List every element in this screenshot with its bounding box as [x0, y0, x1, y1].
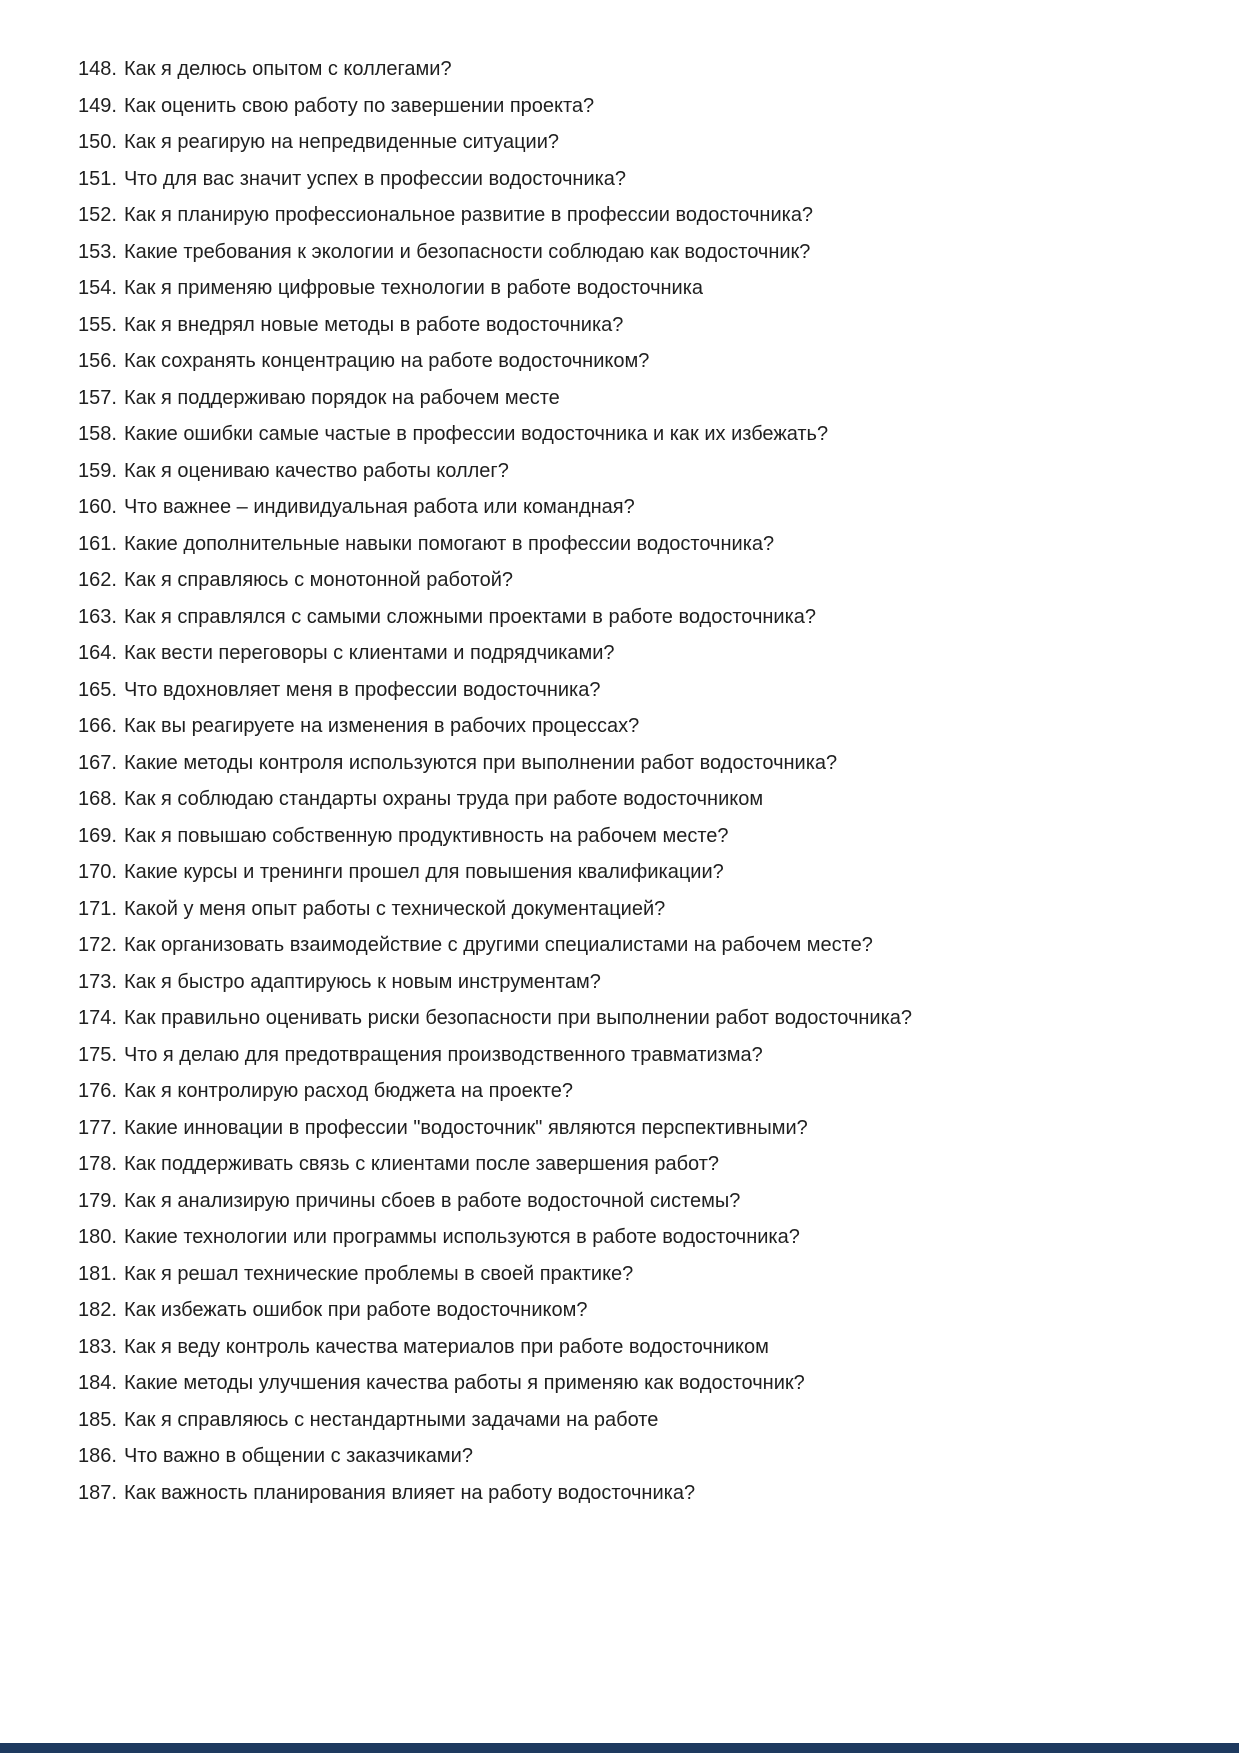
item-number: 181.: [78, 1262, 117, 1285]
item-number: 168.: [78, 788, 117, 810]
item-text: Как избежать ошибок при работе водосточником?: [123, 1299, 588, 1321]
item-number: 187.: [78, 1481, 117, 1504]
question-item: [78, 635, 1199, 672]
item-text: Как я веду контроль качества материалов при работе водосточником: [123, 1335, 769, 1358]
item-text: Как я планирую профессиональное развитие в профессии водосточника?: [123, 204, 814, 226]
item-text: Как я реагирую на непредвиденные ситуации?: [123, 131, 560, 153]
item-number: 150.: [78, 131, 117, 153]
item-text: Что для вас значит успех в профессии водосточника?: [123, 167, 627, 190]
item-text: Какие ошибки самые частые в профессии водосточника и как их избежать?: [123, 423, 829, 445]
question-item: [78, 781, 1199, 818]
item-number: 149.: [78, 94, 117, 117]
item-number: 186.: [78, 1445, 117, 1467]
question-item: [78, 234, 1199, 271]
item-number: 166.: [78, 715, 117, 737]
item-text: Как важность планирования влияет на работу водосточника?: [123, 1481, 696, 1504]
question-item: [78, 88, 1199, 125]
item-number: 159.: [78, 459, 117, 482]
item-text: Как вести переговоры с клиентами и подрядчиками?: [123, 642, 615, 664]
item-number: 175.: [78, 1043, 117, 1066]
item-number: 157.: [78, 386, 117, 409]
question-item: [78, 927, 1199, 964]
item-text: Какие технологии или программы используются в работе водосточника?: [123, 1226, 800, 1248]
question-item: [78, 1438, 1199, 1475]
bottom-bar: [0, 1743, 1239, 1753]
item-text: Как я решал технические проблемы в своей практике?: [123, 1262, 634, 1285]
item-text: Что вдохновляет меня в профессии водосточника?: [123, 678, 601, 701]
item-number: 160.: [78, 496, 117, 518]
question-item: [78, 1292, 1199, 1329]
item-text: Что важно в общении с заказчиками?: [123, 1445, 473, 1467]
question-item: [78, 1365, 1199, 1402]
item-text: Как я справляюсь с монотонной работой?: [123, 569, 514, 591]
question-item: [78, 1475, 1199, 1512]
item-number: 176.: [78, 1080, 117, 1102]
item-text: Как сохранять концентрацию на работе водосточником?: [123, 350, 650, 372]
question-item: [78, 197, 1199, 234]
question-item: [78, 270, 1199, 307]
item-number: 174.: [78, 1007, 117, 1029]
question-item: [78, 51, 1199, 88]
item-number: 169.: [78, 824, 117, 847]
question-item: [78, 818, 1199, 855]
item-text: Что я делаю для предотвращения производственного травматизма?: [123, 1043, 763, 1066]
item-text: Какие методы контроля используются при выполнении работ водосточника?: [123, 751, 838, 774]
question-item: [78, 489, 1199, 526]
item-number: 172.: [78, 934, 117, 956]
item-text: Как вы реагируете на изменения в рабочих процессах?: [123, 715, 640, 737]
item-number: 170.: [78, 861, 117, 883]
question-item: [78, 380, 1199, 417]
item-number: 177.: [78, 1116, 117, 1139]
item-number: 158.: [78, 423, 117, 445]
item-text: Как я применяю цифровые технологии в работе водосточника: [123, 277, 704, 299]
item-number: 154.: [78, 277, 117, 299]
item-number: 153.: [78, 240, 117, 263]
item-text: Как организовать взаимодействие с другими специалистами на рабочем месте?: [123, 934, 873, 956]
item-text: Как я быстро адаптируюсь к новым инструментам?: [123, 970, 601, 993]
question-item: [78, 1329, 1199, 1366]
question-item: [78, 599, 1199, 636]
question-item: [78, 1256, 1199, 1293]
item-number: 173.: [78, 970, 117, 993]
question-item: [78, 964, 1199, 1001]
question-item: [78, 708, 1199, 745]
question-item: [78, 343, 1199, 380]
item-number: 162.: [78, 569, 117, 591]
item-text: Какой у меня опыт работы с технической документацией?: [123, 897, 666, 920]
question-item: [78, 1402, 1199, 1439]
item-text: Как я делюсь опытом с коллегами?: [123, 58, 452, 80]
item-text: Какие требования к экологии и безопасности соблюдаю как водосточник?: [123, 240, 811, 263]
item-number: 156.: [78, 350, 117, 372]
question-item: [78, 1110, 1199, 1147]
item-text: Какие курсы и тренинги прошел для повышения квалификации?: [123, 861, 724, 883]
question-item: [78, 453, 1199, 490]
question-item: [78, 562, 1199, 599]
item-text: Как я повышаю собственную продуктивность на рабочем месте?: [123, 824, 729, 847]
question-item: [78, 1183, 1199, 1220]
question-item: [78, 1073, 1199, 1110]
question-item: [78, 307, 1199, 344]
question-item: [78, 1000, 1199, 1037]
item-text: Как я поддерживаю порядок на рабочем месте: [123, 386, 560, 409]
item-number: 171.: [78, 897, 117, 920]
question-item: [78, 1037, 1199, 1074]
item-text: Как правильно оценивать риски безопасности при выполнении работ водосточника?: [123, 1007, 913, 1029]
item-text: Как я внедрял новые методы в работе водосточника?: [123, 313, 624, 336]
item-text: Как я оцениваю качество работы коллег?: [123, 459, 509, 482]
item-number: 178.: [78, 1153, 117, 1175]
question-item: [78, 854, 1199, 891]
item-number: 164.: [78, 642, 117, 664]
question-item: [78, 526, 1199, 563]
item-text: Какие дополнительные навыки помогают в профессии водосточника?: [123, 532, 775, 555]
item-number: 161.: [78, 532, 117, 555]
item-number: 163.: [78, 605, 117, 628]
item-number: 180.: [78, 1226, 117, 1248]
item-number: 179.: [78, 1189, 117, 1212]
item-number: 155.: [78, 313, 117, 336]
item-number: 182.: [78, 1299, 117, 1321]
item-number: 151.: [78, 167, 117, 190]
question-item: [78, 1146, 1199, 1183]
question-item: [78, 891, 1199, 928]
item-text: Что важнее – индивидуальная работа или командная?: [123, 496, 635, 518]
question-item: [78, 745, 1199, 782]
item-text: Как я анализирую причины сбоев в работе водосточной системы?: [123, 1189, 741, 1212]
item-text: Как я контролирую расход бюджета на проекте?: [123, 1080, 573, 1102]
item-number: 167.: [78, 751, 117, 774]
item-text: Как я справлялся с самыми сложными проектами в работе водосточника?: [123, 605, 817, 628]
item-number: 184.: [78, 1372, 117, 1394]
item-text: Как оценить свою работу по завершении проекта?: [123, 94, 595, 117]
question-item: [78, 1219, 1199, 1256]
item-number: 152.: [78, 204, 117, 226]
item-text: Как я соблюдаю стандарты охраны труда при работе водосточником: [123, 788, 764, 810]
item-number: 183.: [78, 1335, 117, 1358]
item-text: Как поддерживать связь с клиентами после завершения работ?: [123, 1153, 720, 1175]
item-text: Какие инновации в профессии "водосточник" являются перспективными?: [123, 1116, 808, 1139]
item-number: 185.: [78, 1408, 117, 1431]
question-item: [78, 124, 1199, 161]
item-text: Как я справляюсь с нестандартными задачами на работе: [123, 1408, 659, 1431]
item-text: Какие методы улучшения качества работы я применяю как водосточник?: [123, 1372, 805, 1394]
question-item: [78, 416, 1199, 453]
question-item: [78, 672, 1199, 709]
item-number: 165.: [78, 678, 117, 701]
item-number: 148.: [78, 58, 117, 80]
question-item: [78, 161, 1199, 198]
